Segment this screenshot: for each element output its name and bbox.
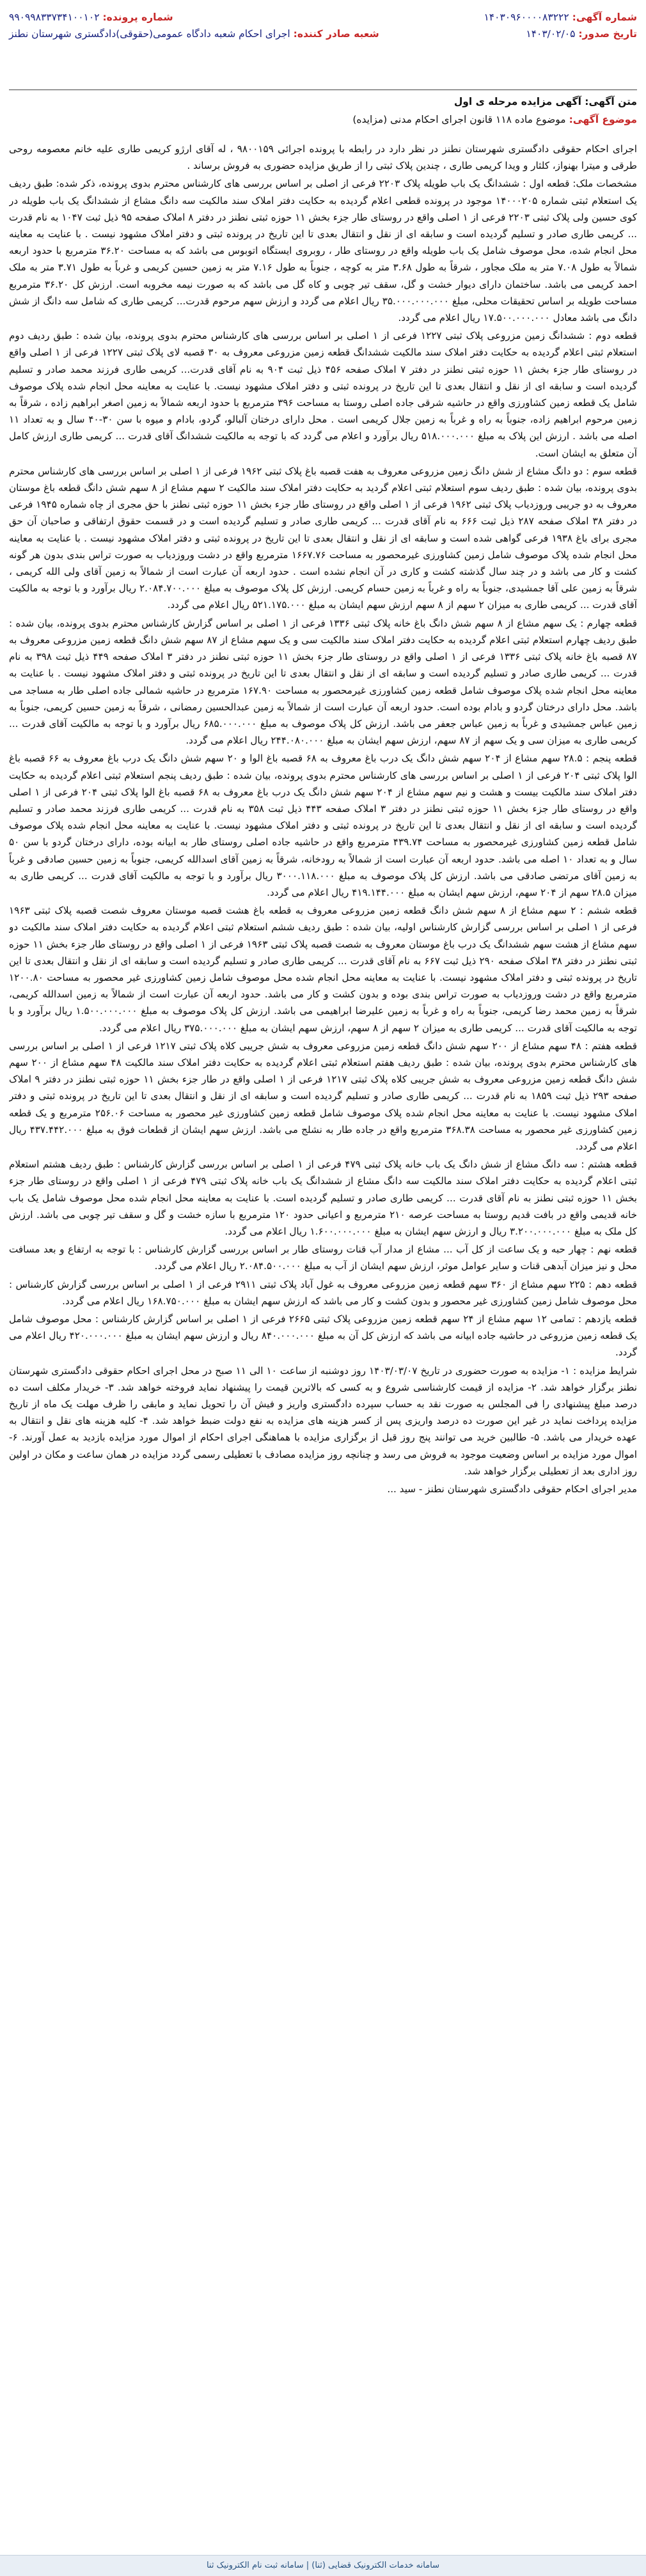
body-paragraph-plot-1: مشخصات ملک: قطعه اول : ششدانگ یک باب طویله پلاک ۲۲۰۳ فرعی از اصلی بر اساس بررسی های کارشناس محترم بدوی پرونده، ذکر شده: طبق ردیف یک استعلام ثبتی شماره ۱۴۰۰۰۲۰۵ موجود در پرونده قطعی اعلام گردیده به حکایت دفتر املاک سند مالکیت سه دانگ مشاع از ششدانگ یک باب طویله در کوی حسین ولی پلاک ثبتی ۲۲۰۳ فرعی از ۱ اصلی واقع در روستای طار جزء بخش ۱۱ حوزه ثبتی نطنز در دفتر ۸ املاک صفحه ۹۵ ذیل ثبت ۱۰۴۷ به نام قدرت ... کریمی طاری صادر و تسلیم گردیده است و سابقه ای از نقل و انتقال بعدی تا این تاریخ در پرونده ثبتی و دفتر املاک مشهود نیست . با عنایت به معاینه محل انجام شده، محل موصوف شامل یک باب طویله واقع در روستای طار ، روبروی ایستگاه اتوبوس می باشد که به مساحت ۳۶.۲۰ مترمربع با حدود اربعه شمالاً به طول ۷.۰۸ متر به ملک مجاور ، شرقاً به طول ۳.۶۸ متر به کوچه ، جنوباً به طول ۷.۱۶ متر به زمین حسین کریمی و غرباً به طول ۳.۷۱ متر به ملک احمد کریمی می باشد. ساختمان دارای دیوار خشت و گل، سقف تیر چوبی و کاه گل می باشد که به صورت نیمه مخروبه است. ارزش کل ۳۶.۲۰ مترمربع مساحت طویله بر اساس تحقیقات محلی، مبلغ ۳۵.۰۰۰.۰۰۰.۰۰۰ ریال اعلام می گردد و ارزش سهم مرحوم قدرت... کریمی طاری که شامل سه دانگ از شش دانگ می باشد معادل ۱۷.۵۰۰.۰۰۰.۰۰۰ ریال اعلام می گردد. xyxy=(9,178,637,324)
notice-body xyxy=(9,141,637,2545)
body-paragraph-plot-6: قطعه ششم : ۲ سهم مشاع از ۸ سهم شش دانگ قطعه زمین مزروعی معروف به قطعه باغ هشت قصبه موستان معروف شصت قصبه پلاک ثبتی ۱۹۶۳ فرعی از ۱ اصلی بر اساس بررسی گزارش کارشناس اولیه، بیان شده : طبق ردیف ششم استعلام ثبتی اعلام گردیده به حکایت دفتر املاک سند مالکیت دو سهم مشاع از هشت سهم ششدانگ یک درب باغ موستان معروف به شصت قصبه پلاک ثبتی ۱۹۶۳ فرعی از ۱ اصلی واقع در روستای طار جزء بخش ۱۱ حوزه ثبتی نطنز در دفتر ۳۸ املاک صفحه ۲۹۰ ذیل ثبت ۶۶۷ به نام آقای قدرت ... کریمی طاری صادر و تسلیم گردیده است و سابقه ای از نقل و انتقال بعدی تا این تاریخ در پرونده ثبتی و دفتر املاک مشهود نیست. با عنایت به معاینه محل انجام شده محل موصوف شامل زمین کشاورزی غیر محصور به مساحت ۱۲۰۰.۸۰ مترمربع واقع در دشت وروزدیاب به صورت تراس بندی بوده و بدون کشت و کار می باشد. حدود اربعه آن عبارت است از شمالاً به زمین اسدالله کریمی، شرقاً به زمین محمد رضا کریمی، جنوباً به راه و غرباً به زمین علیرضا ابراهیمی می باشد. ارزش کل پلاک موصوف به مبلغ ۱.۵۰۰.۰۰۰.۰۰۰ ریال برآورد و با توجه به مالکیت آقای قدرت ... کریمی طاری به میزان ۲ سهم از ۸ سهم، ارزش سهم ایشان به مبلغ ۳۷۵.۰۰۰.۰۰۰ ریال اعلام می گردد. xyxy=(9,905,637,1034)
issuer-value: اجرای احکام شعبه دادگاه عمومی(حقوقی)دادگستری شهرستان نطنز xyxy=(9,28,290,40)
body-paragraph-intro: اجرای احکام حقوقی دادگستری شهرستان نطنز در نظر دارد در رابطه با پرونده اجرائی ۹۸۰۰۱۵۹ ، له آقای ارژو کریمی طاری علیه خانم معصومه روحی طرقی و میترا بهنواز، کلثار و ویدا کریمی طاری ، چندین پلاک ثبتی را از طریق مزایده حضوری به فروش برساند . xyxy=(9,143,637,172)
body-paragraph-conditions: شرایط مزایده : ۱- مزایده به صورت حضوری در تاریخ ۱۴۰۳/۰۳/۰۷ روز دوشنبه از ساعت ۱۰ الی ۱۱ صبح در محل اجرای احکام حقوقی دادگستری شهرستان نطنز برگزار خواهد شد. ۲- مزایده از قیمت کارشناسی شروع و به کسی که بالاترین قیمت را پیشنهاد نماید فروخته خواهد شد. ۳- خریدار مکلف است ده درصد مبلغ پیشنهادی را فی المجلس به صورت نقد به حساب سپرده دادگستری واریز و فیش آن را تحویل نماید و مابقی را ظرف مهلت یک ماه از تاریخ مزایده پرداخت نماید در غیر این صورت ده درصد واریزی پس از کسر هزینه های مزایده به نفع دولت ضبط خواهد شد. ۴- کلیه هزینه های نقل و انتقال به عهده خریدار می باشد. ۵- طالبین خرید می توانند پنج روز قبل از برگزاری مزایده با هماهنگی اجرای احکام از اموال مورد مزایده بازدید به عمل آورند. ۶- اموال مورد مزایده بر اساس وضعیت موجود به فروش می رسد و چنانچه روز مزایده مصادف با تعطیلی رسمی گردد مزایده در همان ساعت و مکان در اولین روز اداری بعد از تعطیلی برگزار خواهد شد. xyxy=(9,1364,637,1477)
notice-subject xyxy=(9,114,637,125)
date-value: ۱۴۰۳/۰۲/۰۵ xyxy=(526,28,576,40)
serial-value: ۱۴۰۳۰۹۶۰۰۰۰۸۳۲۲۲ xyxy=(484,12,569,23)
body-paragraph-plot-4: قطعه چهارم : یک سهم مشاع از ۸ سهم شش دانگ باغ خانه پلاک ثبتی ۱۳۳۶ فرعی از ۱ اصلی بر اساس گزارش کارشناس محترم بدوی پرونده، بیان شده : طبق ردیف چهارم استعلام ثبتی اعلام گردیده به حکایت دفتر املاک سند مالکیت سی و یک سهم مشاع از ۸۷ سهم شش دانگ قطعه زمین مزروعی معروف به ۸۷ قصبه باغ خانه پلاک ثبتی ۱۳۳۶ فرعی از ۱ اصلی واقع در روستای طار جزء بخش ۱۱ حوزه ثبتی نطنز در دفتر ۳ املاک صفحه ۴۴۹ ذیل ثبت ۳۹۸ به نام قدرت ... کریمی طاری صادر و تسلیم گردیده است و سابقه ای از نقل و انتقال بعدی تا این تاریخ در پرونده ثبتی و دفتر املاک مشهود نیست . با عنایت به معاینه محل انجام شده پلاک موصوف شامل قطعه زمین کشاورزی غیرمحصور به مساحت ۱۶۷.۹۰ مترمربع در حاشیه شمالی جاده اصلی طار به مساجد می باشد. محل دارای درختان گردو و بادام بوده است. حدود اربعه آن عبارت است از شمالاً به زمین عبدالحسین رمضانی ، شرقاً به زمین حسین کریمی، جنوباً به زمین عباس جمشیدی و غرباً به زمین عباس جعفر می باشد. ارزش کل پلاک موصوف به مبلغ ۶۸۵.۰۰۰.۰۰۰ ریال برآورد و با توجه به مالکیت آقای قدرت ... کریمی طاری به میزان سی و یک سهم از ۸۷ سهم، ارزش سهم ایشان به مبلغ ۲۴۴.۰۸۰.۰۰۰ ریال اعلام می گردد. xyxy=(9,617,637,747)
page-footer[interactable]: سامانه خدمات الکترونیک قضایی (ثنا) | سامانه ثبت نام الکترونیک ثنا xyxy=(0,2555,646,2576)
body-signer: مدیر اجرای احکام حقوقی دادگستری شهرستان نطنز - سید ... xyxy=(387,1483,637,1495)
body-paragraph-plot-9: قطعه نهم : چهار حبه و یک ساعت از کل آب ... مشاع از مدار آب قنات روستای طار بر اساس بررسی گزارش کارشناس : با توجه به ارتفاع و بعد مسافت محل و نیز میزان آبدهی قنات و سایر عوامل موثر، ارزش سهم ایشان از آب به مبلغ ۲.۰۸۴.۵۰۰.۰۰۰ ریال اعلام می گردد. xyxy=(9,1244,637,1272)
body-paragraph-plot-7: قطعه هفتم : ۴۸ سهم مشاع از ۲۰۰ سهم شش دانگ قطعه زمین مزروعی معروف به شش جریبی کلاه پلاک ثبتی ۱۲۱۷ فرعی از ۱ اصلی بر اساس بررسی های کارشناس محترم بدوی پرونده، بیان شده : طبق ردیف هفتم استعلام ثبتی اعلام گردیده به حکایت دفتر املاک سند مالکیت ۴۸ سهم مشاع از ۲۰۰ سهم شش دانگ قطعه زمین مزروعی معروف به شش جریبی کلاه پلاک ثبتی ۱۲۱۷ فرعی از ۱ اصلی واقع در طار جزء بخش ۱۱ حوزه ثبتی نطنز در دفتر ۹ املاک صفحه ۲۹۳ ذیل ثبت ۱۸۵۹ به نام قدرت ... کریمی طاری صادر و تسلیم گردیده است و سابقه ای از نقل و انتقال بعدی تا این تاریخ در پرونده ثبتی و دفتر املاک مشهود نیست. با عنایت به معاینه محل انجام شده پلاک موصوف شامل قطعه زمین کشاورزی غیر محصور به مساحت ۲۵۶.۰۶ مترمربع و یک قطعه زمین کشاورزی غیر محصور به مساحت ۳۶۸.۳۸ مترمربع واقع در جاده طار به نشلج می باشد. ارزش سهم ایشان از قطعات فوق به مبلغ ۴۳۷.۴۴۲.۰۰۰ ریال اعلام می گردد. xyxy=(9,1040,637,1152)
header-row-1 xyxy=(9,9,637,26)
serial-label: شماره آگهی: xyxy=(572,12,637,23)
date-label: تاریخ صدور: xyxy=(578,28,637,40)
notice-serial xyxy=(484,9,637,26)
header-row-2 xyxy=(9,26,637,42)
body-paragraph-plot-5: قطعه پنجم : ۲۸.۵ سهم مشاع از ۲۰۴ سهم شش دانگ یک درب باغ معروف به ۶۸ قصبه باغ الوا و ۲۰ سهم شش دانگ یک درب باغ معروف به ۶۶ قصبه باغ الوا پلاک ثبتی ۲۰۴ فرعی از ۱ اصلی بر اساس بررسی های کارشناس محترم بدوی پرونده، بیان شده : طبق ردیف پنجم استعلام ثبتی اعلام گردیده به حکایت دفتر املاک سند مالکیت بیست و هشت و نیم سهم مشاع از ۲۰۴ سهم شش دانگ یک درب باغ معروف به ۶۸ قصبه باغ الوا پلاک ثبتی ۲۰۴ فرعی از ۱ اصلی واقع در روستای طار جزء بخش ۱۱ حوزه ثبتی نطنز در دفتر ۳ املاک صفحه ۴۴۳ ذیل ثبت ۳۵۸ به نام قدرت ... کریمی طاری فرزند محمد صادر و تسلیم گردیده است و سابقه ای از نقل و انتقال بعدی تا این تاریخ در پرونده ثبتی و دفتر املاک مشهود نیست. با عنایت به معاینه محل انجام شده پلاک موصوف شامل قطعه زمین کشاورزی غیرمحصور به مساحت ۴۳۹.۷۴ مترمربع واقع در حاشیه جاده اصلی روستای طار به ابیانه بوده، دارای درختان گردو با سن ۵۰ سال و به تعداد ۱۰ اصله می باشد. حدود اربعه آن عبارت است از شمالاً به رودخانه، شرقاً به زمین آقای اسدالله کریمی، جنوباً به زمین حسین صادقی و غرباً به زمین آقای مرتضی صادقی می باشد. ارزش کل پلاک موصوف به مبلغ ۳۰۰۰.۱۱۸.۰۰۰ ریال برآورد و با توجه به مالکیت آقای قدرت ... کریمی طاری به میزان ۲۸.۵ سهم از ۲۰۴ سهم، ارزش سهم ایشان به مبلغ ۴۱۹.۱۴۴.۰۰۰ ریال اعلام می گردد. xyxy=(9,753,637,898)
body-paragraph-plot-10: قطعه دهم : ۲۲۵ سهم مشاع از ۳۶۰ سهم قطعه زمین مزروعی معروف به غول آباد پلاک ثبتی ۲۹۱۱ فرعی از ۱ اصلی بر اساس بررسی گزارش کارشناس : محل موصوف شامل زمین کشاورزی غیر محصور و بدون کشت و کار می باشد که ارزش سهم ایشان به مبلغ ۱۶۸.۷۵۰.۰۰۰ ریال اعلام می گردد. xyxy=(9,1278,637,1307)
issuing-branch xyxy=(9,26,379,42)
case-number xyxy=(9,9,173,26)
subject-label: موضوع آگهی: xyxy=(569,114,637,125)
case-label: شماره پرونده: xyxy=(102,12,173,23)
case-value: ۹۹۰۹۹۸۳۳۷۳۴۱۰۰۱۰۲ xyxy=(9,12,100,23)
notice-title: متن آگهی: آگهی مزایده مرحله ی اول xyxy=(453,96,637,107)
subject-value: موضوع ماده ۱۱۸ قانون اجرای احکام مدنی (مزایده) xyxy=(352,114,566,125)
issuer-label: شعبه صادر کننده: xyxy=(293,28,379,40)
body-paragraph-plot-3: قطعه سوم : دو دانگ مشاع از شش دانگ زمین مزروعی معروف به هفت قصبه باغ پلاک ثبتی ۱۹۶۲ فرعی از ۱ اصلی بر اساس بررسی های کارشناس محترم بدوی پرونده، بیان شده : طبق ردیف سوم استعلام ثبتی اعلام گردید به حکایت دفتر املاک سند مالکیت ۲ سهم مشاع از ۸ سهم شش دانگ قطعه باغ موستان معروف به دو جریبی وروزدیاب پلاک ثبتی ۱۹۶۲ فرعی از ۱ اصلی واقع در روستای طار جزء بخش ۱۱ حوزه ثبتی نطنز با حق مجری از چاه شماره ۱۹۴۵ فرعی در دفتر ۳۸ املاک صفحه ۲۸۷ ذیل ثبت ۶۶۶ به نام آقای قدرت ... کریمی طاری صادر و تسلیم گردیده است و در قسمت حقوق ارتفاقی و صاحبان آن حق مجری برای باغ ۱۹۳۸ فرعی گواهی شده است و سابقه ای از نقل و انتقال بعدی تا این تاریخ در پرونده ثبتی و دفتر املاک مشهود نیست . با عنایت به معاینه محل انجام شده پلاک موصوف شامل زمین کشاورزی غیرمحصور به مساحت ۱۶۶۷.۷۶ مترمربع واقع در دشت وروزدیاب به صورت تراس بندی بدون هر گونه کشت و کار می باشد و در چند سال گذشته کشت و کاری در آن انجام نشده است . حدود اربعه آن عبارت است از شمالاً به زمین آقای ولی الله کریمی ، شرقاً به زمین علی آقا جمشیدی، جنوباً به راه و غرباً به زمین حسام کریمی. ارزش کل پلاک موصوف به مبلغ ۲.۰۸۴.۷۰۰.۰۰۰ ریال برآورد و با توجه به مالکیت آقای قدرت ... کریمی طاری به میزان ۲ سهم از ۸ سهم ارزش سهم ایشان به مبلغ ۵۲۱.۱۷۵.۰۰۰ ریال اعلام می گردد. xyxy=(9,465,637,611)
body-paragraph-plot-8: قطعه هشتم : سه دانگ مشاع از شش دانگ یک باب خانه پلاک ثبتی ۴۷۹ فرعی از ۱ اصلی بر اساس بررسی گزارش کارشناس : طبق ردیف هشتم استعلام ثبتی اعلام گردیده به حکایت دفتر املاک سند مالکیت سه دانگ مشاع از ششدانگ یک باب خانه پلاک ثبتی ۴۷۹ فرعی از ۱ اصلی واقع در روستای طار جزء بخش ۱۱ حوزه ثبتی نطنز به نام آقای قدرت ... کریمی طاری صادر و تسلیم گردیده است. با عنایت به معاینه محل انجام شده محل موصوف شامل یک باب خانه قدیمی واقع در بافت قدیم روستا به مساحت عرصه ۲۱۰ مترمربع و اعیانی حدود ۱۲۰ مترمربع با سازه خشت و گل و سقف تیر چوبی می باشد. ارزش کل ملک به مبلغ ۳.۲۰۰.۰۰۰.۰۰۰ ریال و ارزش سهم ایشان به مبلغ ۱.۶۰۰.۰۰۰.۰۰۰ ریال اعلام می گردد. xyxy=(9,1159,637,1237)
body-paragraph-plot-11: قطعه یازدهم : تمامی ۱۲ سهم مشاع از ۲۴ سهم قطعه زمین مزروعی پلاک ثبتی ۲۶۶۵ فرعی از ۱ اصلی بر اساس گزارش کارشناس : محل موصوف شامل یک قطعه زمین مزروعی در حاشیه جاده ابیانه می باشد که ارزش کل آن به مبلغ ۸۴۰.۰۰۰.۰۰۰ ریال و ارزش سهم ایشان به مبلغ ۴۲۰.۰۰۰.۰۰۰ ریال اعلام می گردد. xyxy=(9,1313,637,1359)
notice-header xyxy=(9,9,637,84)
issue-date xyxy=(526,26,637,42)
body-paragraph-plot-2: قطعه دوم : ششدانگ زمین مزروعی پلاک ثبتی ۱۲۲۷ فرعی از ۱ اصلی بر اساس بررسی های کارشناس محترم بدوی پرونده، بیان شده : طبق ردیف دوم استعلام ثبتی اعلام گردیده به حکایت دفتر املاک سند مالکیت ششدانگ قطعه زمین مزروعی معروف به ۳۰ قصبه لای پلاک ثبتی ۱۲۲۷ فرعی از ۱ اصلی واقع در روستای طار جزء بخش ۱۱ حوزه ثبتی نطنز در دفتر ۷ املاک صفحه ۴۵۶ ذیل ثبت ۹۰۴ به نام آقای قدرت... کریمی طاری فرزند محمد صادر و تسلیم گردیده است و سابقه ای از نقل و انتقال بعدی تا این تاریخ در پرونده ثبتی و دفتر املاک مشهود نیست. با عنایت به معاینه محل انجام شده پلاک موصوف شامل یک قطعه زمین کشاورزی واقع در حاشیه شرقی جاده اصلی روستا به مساحت ۳۹۶ مترمربع با حدود اربعه شمالاً به زمین اصغر ابراهیم زاده ، شرقاً به زمین مرحوم ابراهیم زاده، جنوباً به راه و غرباً به زمین جلال کریمی است . محل دارای درختان آلبالو، گردو، بادام و میوه با سن ۳۰-۴۰ سال و به تعداد ۱۱ اصله می باشد . ارزش این پلاک به مبلغ ۵۱۸.۰۰۰.۰۰۰ ریال برآورد و اعلام می گردد که با توجه به مالکیت ششدانگ آقای قدرت ... کریمی طاری ارزش کامل آن متعلق به ایشان است. xyxy=(9,330,637,459)
